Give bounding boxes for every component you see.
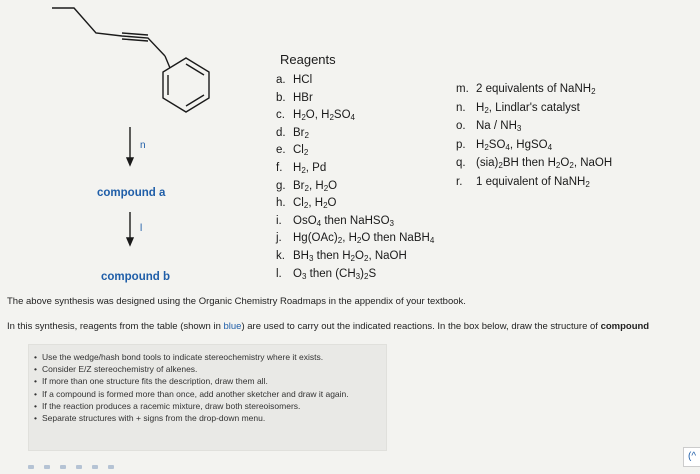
- paragraph2-blue-word: blue: [223, 321, 242, 332]
- hint-item: • If more than one structure fits the description, draw them all.: [34, 375, 349, 387]
- reagent-letter: l.: [276, 267, 282, 280]
- reagent-text: $(sia)_2BH$ then $H_2O_2$, NaOH: [476, 157, 613, 170]
- reagent-text: $Cl_2$: [293, 144, 309, 158]
- toolbar-tool-icon[interactable]: [60, 465, 66, 469]
- reagent-letter: m.: [456, 83, 469, 95]
- reagent-letter: n.: [456, 101, 466, 114]
- reagent-item: [276, 266, 434, 284]
- compound-b-label: compound b: [101, 271, 170, 283]
- reagent-text: $BH_3$ then $H_2O_2$, NaOH: [293, 249, 407, 263]
- hint-item: • If the reaction produces a racemic mixture, draw both stereoisomers.: [34, 400, 349, 412]
- hints-list: [34, 351, 349, 424]
- reagent-item: [456, 136, 612, 155]
- reagent-item: [276, 90, 434, 108]
- reagent-letter: f.: [276, 161, 283, 174]
- instruction-paragraph-1: The above synthesis was designed using the Organic Chemistry Roadmaps in the appendix of your textbook.: [7, 296, 466, 307]
- reagent-item: [276, 107, 434, 125]
- paragraph2-part-3: ) are used to carry out the indicated reactions. In the box below, draw the structure of: [241, 321, 601, 332]
- arrow2-reagent-label: l: [140, 223, 143, 234]
- reagents-title: Reagents: [280, 52, 336, 67]
- reagent-text: $H_2$, Pd: [293, 161, 327, 175]
- reagent-item: [276, 248, 434, 266]
- reagent-text: HBr: [293, 91, 313, 104]
- reagent-text: $H_2SO_4$, HgSO$_4$: [476, 138, 553, 152]
- reagent-text: 1 equivalent of NaNH$_2$: [476, 175, 590, 189]
- reagent-item: [456, 99, 612, 118]
- reagent-item: [276, 72, 434, 90]
- toolbar-tool-icon[interactable]: [76, 465, 82, 469]
- reagent-text: $Br_2$: [293, 126, 309, 140]
- paragraph2-part-1: In this synthesis, reagents from the table (shown in: [7, 321, 224, 332]
- reagent-item: [276, 125, 434, 143]
- reagent-letter: d.: [276, 126, 286, 139]
- reagent-letter: i.: [276, 214, 282, 227]
- compound-a-label: compound a: [97, 187, 166, 199]
- reagent-letter: b.: [276, 91, 286, 104]
- reagent-letter: k.: [276, 249, 285, 262]
- reagent-letter: r.: [456, 175, 463, 188]
- hint-item: • Use the wedge/hash bond tools to indicate stereochemistry where it exists.: [34, 351, 349, 363]
- reagent-letter: o.: [456, 120, 466, 132]
- reagent-letter: g.: [276, 179, 286, 192]
- paragraph2-part-4: compound: [600, 321, 650, 332]
- reagent-item: [276, 178, 434, 196]
- reagent-text: $Hg(OAc)_2$, $H_2O$ then NaBH$_4$: [293, 232, 435, 246]
- reagent-item: [276, 160, 434, 178]
- reagent-text: $Cl_2$, $H_2O$: [293, 197, 337, 211]
- reagent-item: [276, 195, 434, 213]
- reagent-text: 2 equivalents of NaNH$_2$: [476, 83, 596, 96]
- reagent-item: [276, 142, 434, 160]
- hint-item: • Separate structures with + signs from the drop-down menu.: [34, 412, 349, 424]
- toolbar-tool-icon[interactable]: [108, 465, 114, 469]
- starting-material-structure: [0, 0, 260, 260]
- reagent-text: $H_2O$, $H_2SO_4$: [293, 109, 356, 123]
- instruction-paragraph-2: [7, 321, 649, 332]
- reagent-list-right: [456, 80, 612, 191]
- reagent-text: $Br_2$, $H_2O$: [293, 179, 338, 193]
- reagent-text: $H_2$, Lindlar's catalyst: [476, 101, 580, 115]
- arrow1-reagent-label: n: [140, 140, 146, 151]
- reagent-letter: h.: [276, 197, 286, 210]
- sketcher-toolbar[interactable]: [28, 456, 168, 465]
- reagent-item: [276, 213, 434, 231]
- reagent-letter: c.: [276, 109, 285, 122]
- reagent-text: HCl: [293, 74, 313, 86]
- reagent-item: [456, 173, 612, 192]
- reagent-text: Na / $NH_3$: [476, 120, 522, 133]
- reagent-letter: q.: [456, 157, 466, 169]
- reagent-item: [276, 230, 434, 248]
- reagent-list-left: [276, 72, 434, 283]
- reagent-item: [456, 117, 612, 136]
- reagent-item: [456, 80, 612, 99]
- reagent-letter: p.: [456, 138, 466, 151]
- reagent-item: [456, 154, 612, 173]
- reagent-text: OsO$_4$ then NaHSO$_3$: [293, 214, 395, 228]
- reagent-text: $O_3$ then $(CH_3)_2S$: [293, 267, 377, 281]
- reagent-letter: j.: [276, 232, 282, 245]
- corner-button[interactable]: (^: [683, 447, 700, 467]
- reagent-letter: a.: [276, 74, 286, 86]
- hint-item: • Consider E/Z stereochemistry of alkenes.: [34, 363, 349, 375]
- toolbar-tool-icon[interactable]: [44, 465, 50, 469]
- reagent-letter: e.: [276, 144, 286, 157]
- toolbar-tool-icon[interactable]: [92, 465, 98, 469]
- hint-item: • If a compound is formed more than once, add another sketcher and draw it again.: [34, 388, 349, 400]
- toolbar-tool-icon[interactable]: [28, 465, 34, 469]
